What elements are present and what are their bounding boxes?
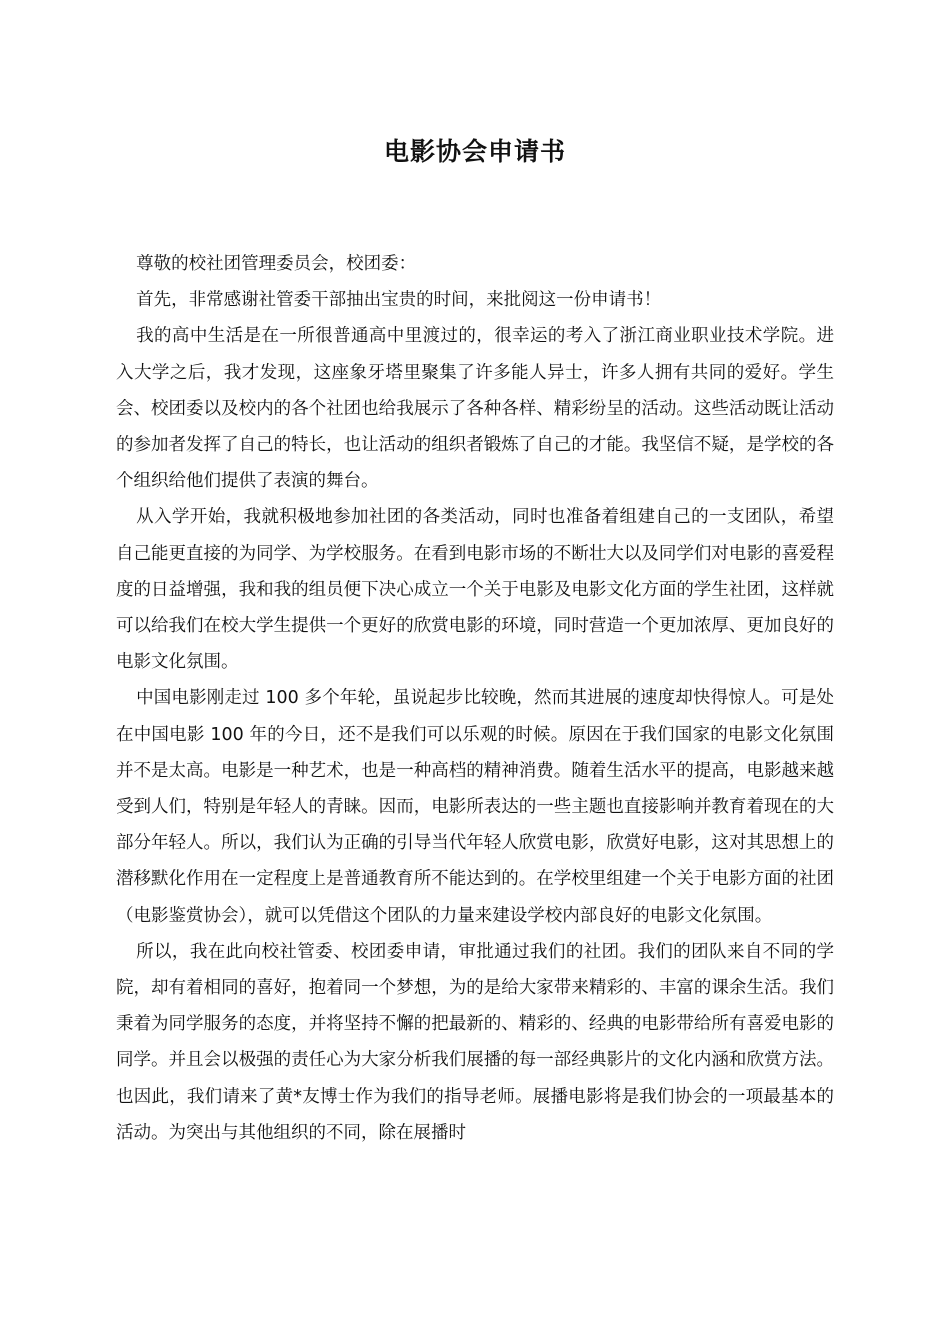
paragraph-opening: 首先，非常感谢社管委干部抽出宝贵的时间，来批阅这一份申请书！ (136, 290, 662, 311)
paragraph-film-culture: 中国电影刚走过 100 多个年轮，虽说起步比较晚，然而其进展的速度却快得惊人。可是处在中国电影 100 年的今日，还不是我们可以乐观的时候。原因在于我们国家的电影文化氛围并不是太高。电影是一种艺术，也是一种高档的精神消费。随着生活水平的提高，电影越来越受到人们，特别是年轻人的青睐。因而，电影所表达的一些主题也直接影响并教育着现在的大部分年轻人。所以，我们认为正确的引导当代年轻人欣赏电影，欣赏好电影，这对其思想上的潜移默化作用在一定程度上是普通教育所不能达到的。在学校里组建一个关于电影方面的社团（电影鉴赏协会），就可以凭借这个团队的力量来建设学校内部良好的电影文化氛围。 (116, 688, 834, 926)
paragraph-background: 我的高中生活是在一所很普通高中里渡过的，很幸运的考入了浙江商业职业技术学院。进入大学之后，我才发现，这座象牙塔里聚集了许多能人异士，许多人拥有共同的爱好。学生会、校团委以及校内的各个社团也给我展示了各种各样、精彩纷呈的活动。这些活动既让活动的参加者发挥了自己的特长，也让活动的组织者锻炼了自己的才能。我坚信不疑，是学校的各个组织给他们提供了表演的舞台。 (116, 326, 834, 492)
document-title: 电影协会申请书 (383, 137, 566, 166)
paragraph-motivation: 从入学开始，我就积极地参加社团的各类活动，同时也准备着组建自己的一支团队，希望自己能更直接的为同学、为学校服务。在看到电影市场的不断壮大以及同学们对电影的喜爱程度的日益增强，我和我的组员便下决心成立一个关于电影及电影文化方面的学生社团，这样就可以给我们在校大学生提供一个更好的欣赏电影的环境，同时营造一个更加浓厚、更加良好的电影文化氛围。 (116, 507, 834, 673)
document-body (116, 246, 834, 1151)
paragraph-request: 所以，我在此向校社管委、校团委申请，审批通过我们的社团。我们的团队来自不同的学院，却有着相同的喜好，抱着同一个梦想，为的是给大家带来精彩的、丰富的课余生活。我们秉着为同学服务的态度，并将坚持不懈的把最新的、精彩的、经典的电影带给所有喜爱电影的同学。并且会以极强的责任心为大家分析我们展播的每一部经典影片的文化内涵和欣赏方法。也因此，我们请来了黄*友博士作为我们的指导老师。展播电影将是我们协会的一项最基本的活动。为突出与其他组织的不同，除在展播时 (116, 941, 834, 1143)
salutation: 尊敬的校社团管理委员会，校团委： (136, 254, 417, 274)
